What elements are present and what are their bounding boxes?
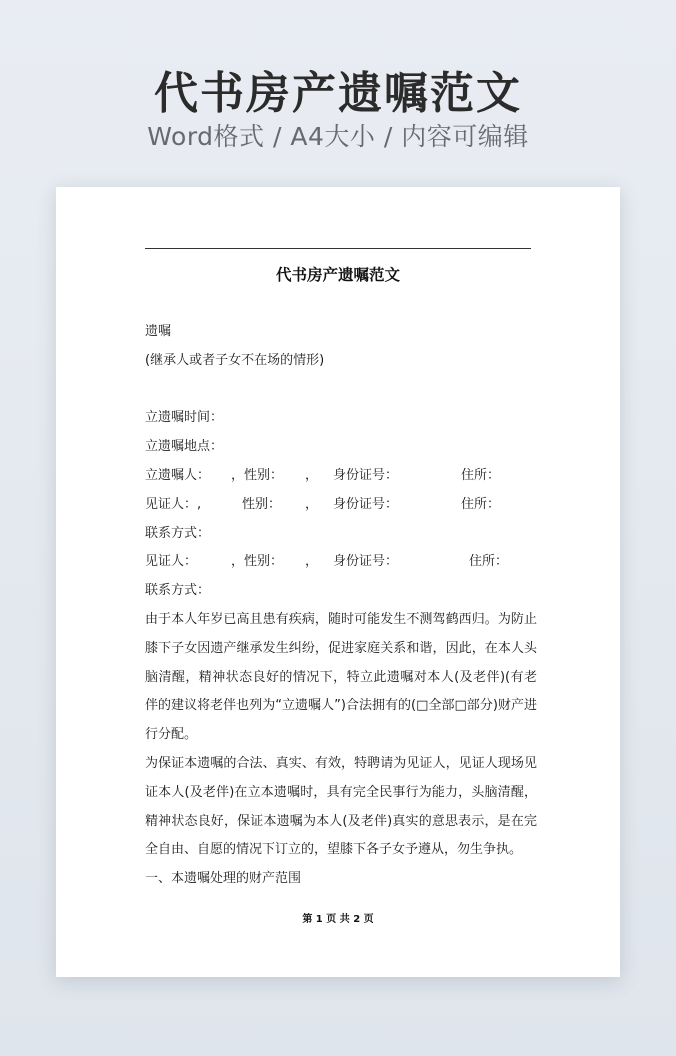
testator-address-label: 住所： [461,467,501,483]
witness1-gender-label: 性别： [242,496,282,512]
witness1-row [145,491,537,520]
witness1-name-label: 见证人：, [145,496,202,512]
witness2-address-label: 住所： [469,554,509,570]
testator-id-label: 身份证号： [333,467,399,483]
witness1-id-label: 身份证号： [333,496,399,512]
witness2-name-label: 见证人： [145,554,198,570]
page-number: 第 1 页 共 2 页 [302,914,374,925]
banner-title: 代书房产遗嘱范文 [154,68,522,119]
witness1-comma: ， [305,496,319,512]
testator-name-label: 立遗嘱人： [145,467,211,483]
testator-row [145,462,537,491]
place-field: 立遗嘱地点： [145,439,224,455]
witness1-contact-label: 联系方式： [145,525,211,541]
banner-subtitle: Word格式 / A4大小 / 内容可编辑 [147,122,529,151]
paragraph-2: 为保证本遗嘱的合法、真实、有效，特聘请为见证人，见证人现场见证本人(及老伴)在立本遗嘱时，具有完全民事行为能力，头脑清醒，精神状态良好，保证本遗嘱为本人(及老伴)真实的意思表示，是在完全自由、自愿的情况下订立的，望膝下各子女予遵从，勿生争执。 [145,755,537,858]
testator-comma: ， [305,467,319,483]
testator-gender-label: ，性别： [231,467,284,483]
witness2-contact-label: 联系方式： [145,583,211,599]
will-subheading: (继承人或者子女不在场的情形) [145,352,325,368]
paragraph-1: 由于本人年岁已高且患有疾病，随时可能发生不测驾鹤西归。为防止膝下子女因遗产继承发生纠纷，促进家庭关系和谐，因此，在本人头脑清醒，精神状态良好的情况下，特立此遗嘱对本人(及老伴)(有老伴的建议将老伴也列为“立遗嘱人”)合法拥有的(□全部□部分)财产进行分配。 [145,611,537,743]
witness2-id-label: 身份证号： [333,554,399,570]
witness1-address-label: 住所： [461,496,501,512]
time-field: 立遗嘱时间： [145,410,224,426]
witness2-comma: ， [305,554,319,570]
section-heading: 一、本遗嘱处理的财产范围 [145,871,302,887]
header-rule [145,248,531,249]
will-heading: 遗嘱 [145,324,172,339]
document-body [145,318,537,894]
witness2-gender-label: ，性别： [231,554,284,570]
document-page [56,187,620,977]
witness2-row [145,548,537,577]
document-title: 代书房产遗嘱范文 [275,266,400,284]
